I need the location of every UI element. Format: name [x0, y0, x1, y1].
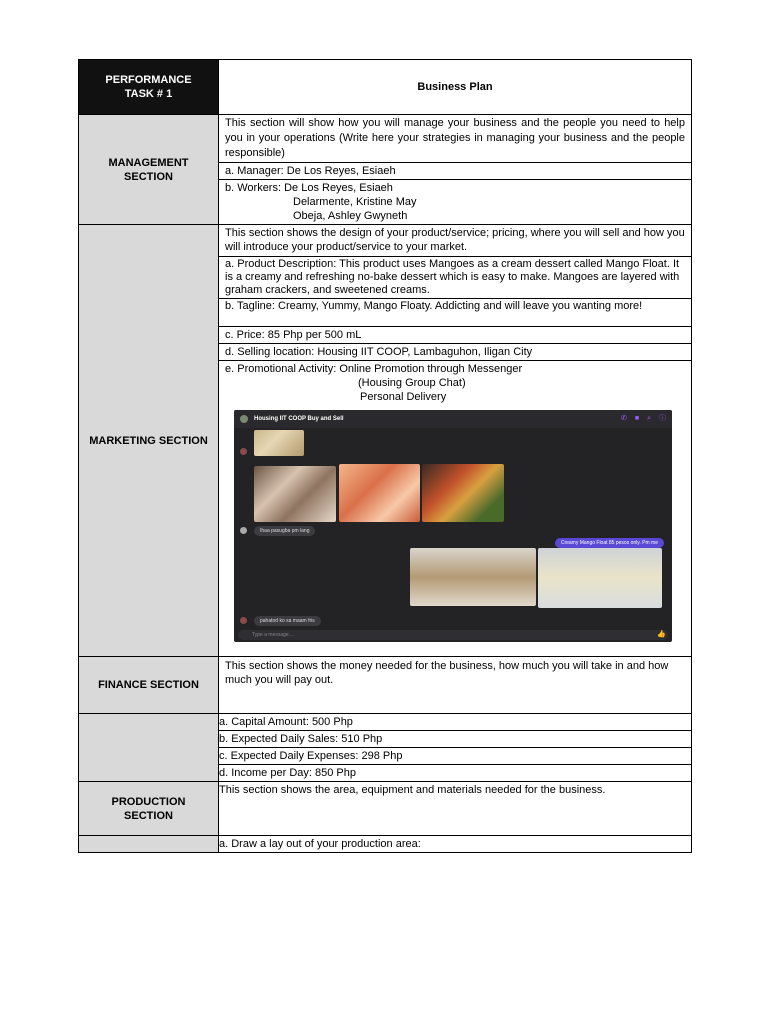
expected-expenses-field: c. Expected Daily Expenses: 298 Php	[219, 748, 692, 765]
production-section-label: PRODUCTION SECTION	[79, 782, 219, 836]
manager-field: a. Manager: De Los Reyes, Esiaeh	[219, 163, 692, 180]
search-icon: ⌕	[647, 415, 651, 422]
info-icon: ⓘ	[659, 415, 666, 422]
workers-field: b. Workers: De Los Reyes, Esiaeh Delarmente, Kristine May Obeja, Ashley Gwyneth	[219, 180, 692, 225]
product-description-field: a. Product Description: This product uses Mangoes as a cream dessert called Mango Float. It is a creamy and refreshing no-bake dessert which is easy to make. Mangoes are layered with graham crackers, and sweetened creams.	[219, 257, 692, 299]
phone-icon: ✆	[620, 415, 627, 422]
finance-intro: This section shows the money needed for the business, how much you will take in and how much you will pay out.	[219, 657, 692, 714]
tagline-field: b. Tagline: Creamy, Yummy, Mango Floaty. Addicting and will leave you wanting more!	[219, 299, 692, 327]
finance-section-label: FINANCE SECTION	[79, 657, 219, 714]
sender-avatar	[240, 527, 247, 534]
mango-float-photo	[538, 548, 662, 608]
capital-field: a. Capital Amount: 500 Php	[219, 714, 692, 731]
chat-message: pahatod ko sa maam fris	[254, 616, 321, 626]
production-items-label	[79, 836, 219, 853]
performance-task-label: PERFORMANCE TASK # 1	[79, 60, 219, 115]
food-photo	[254, 430, 304, 456]
selling-location-field: d. Selling location: Housing IIT COOP, Lambaguhon, Iligan City	[219, 344, 692, 361]
group-avatar	[240, 415, 248, 423]
price-field: c. Price: 85 Php per 500 mL	[219, 327, 692, 344]
finance-items-label	[79, 714, 219, 782]
promotional-activity-field: e. Promotional Activity: Online Promotion through Messenger (Housing Group Chat) Personal Delivery Housing IIT COOP Buy and Sell ✆ ■ ⌕ ⓘ Ihaa pasugba pm lang Creamy Mango Float 85 pesos only. Pm me pahatod ko sa maam fris Type a message... 👍	[219, 361, 692, 657]
expected-sales-field: b. Expected Daily Sales: 510 Php	[219, 731, 692, 748]
food-photo	[422, 464, 504, 522]
chat-message: Ihaa pasugba pm lang	[254, 526, 315, 536]
thumbs-up-icon: 👍	[657, 631, 666, 638]
management-section-label: MANAGEMENT SECTION	[79, 115, 219, 225]
message-input: Type a message...	[238, 630, 668, 640]
management-intro: This section will show how you will manage your business and the people you need to help you in your operations (Write here your strategies in managing your business and the people responsible)	[219, 115, 692, 163]
mango-float-photo	[410, 548, 536, 606]
food-photo	[339, 464, 420, 522]
food-photo	[254, 466, 336, 522]
page-title: Business Plan	[219, 60, 692, 115]
chat-header	[234, 410, 672, 428]
chat-name: Housing IIT COOP Buy and Sell	[254, 416, 344, 422]
chat-message: Creamy Mango Float 85 pesos only. Pm me	[555, 538, 664, 548]
production-intro: This section shows the area, equipment and materials needed for the business.	[219, 782, 692, 836]
marketing-intro: This section shows the design of your product/service; pricing, where you will sell and how you will introduce your product/service to your market.	[219, 225, 692, 257]
video-icon: ■	[634, 415, 640, 422]
sender-avatar	[240, 617, 247, 624]
business-plan-table	[78, 59, 692, 853]
marketing-section-label: MARKETING SECTION	[79, 225, 219, 657]
sender-avatar	[240, 448, 247, 455]
messenger-screenshot	[234, 410, 672, 642]
income-field: d. Income per Day: 850 Php	[219, 765, 692, 782]
layout-field: a. Draw a lay out of your production area:	[219, 836, 692, 853]
